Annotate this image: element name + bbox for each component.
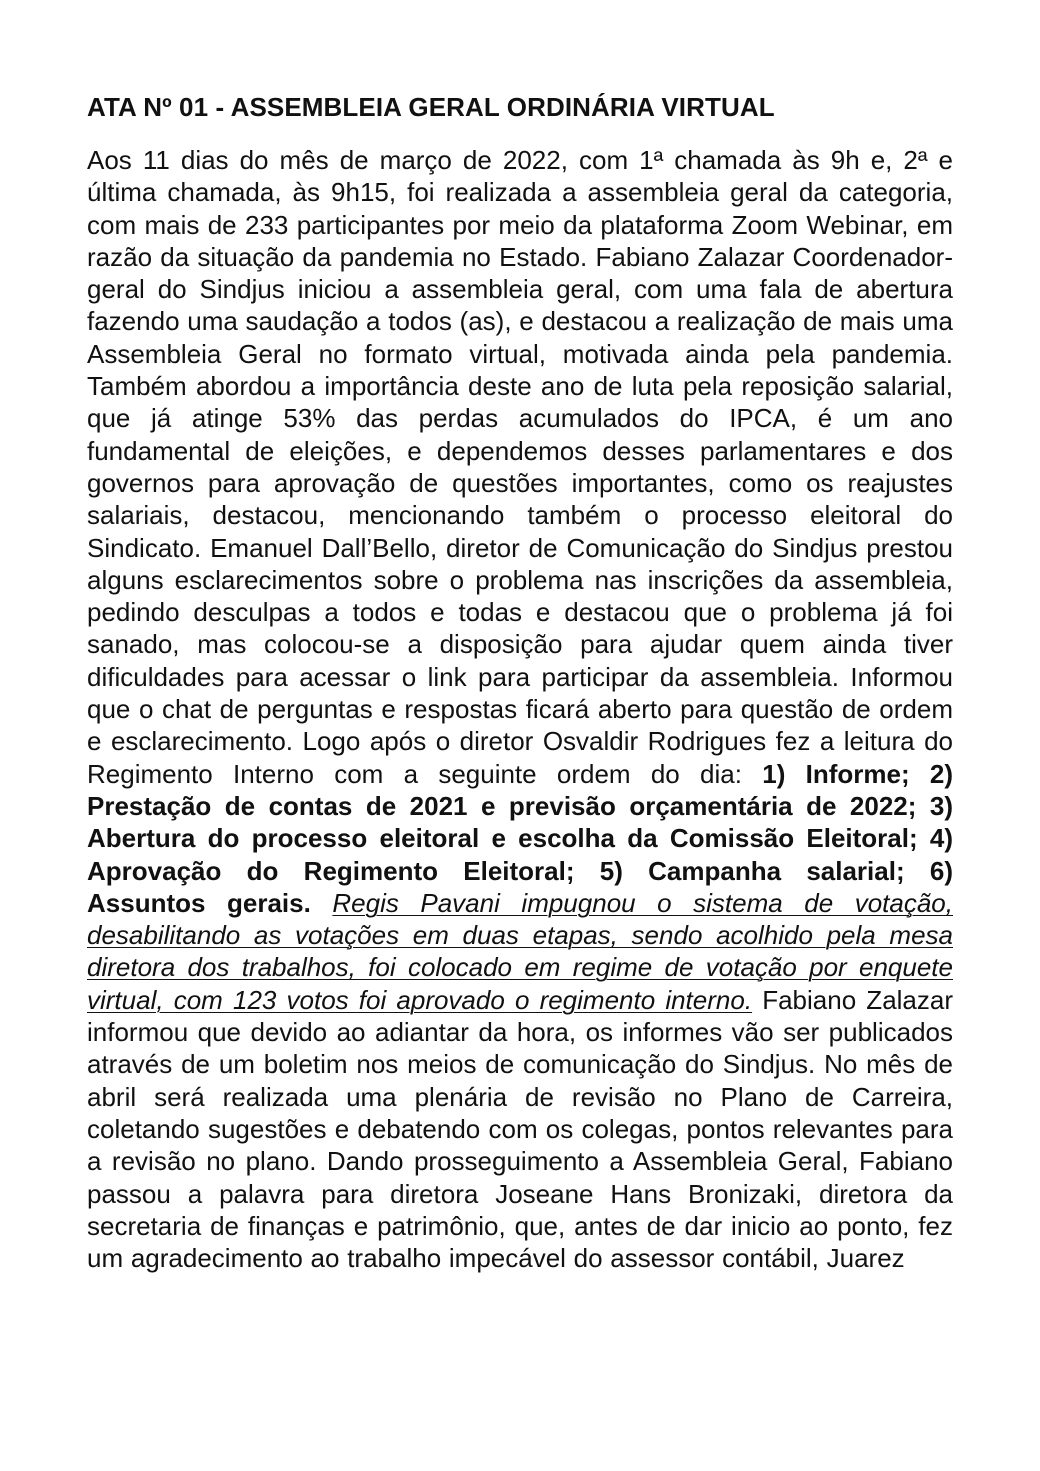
text-space (311, 888, 333, 918)
agenda-items: 1) Informe; 2) Prestação de contas de 2021 e previsão orçamentária de 2022; 3) Abertura do processo eleitoral e escolha da Comissão Eleitoral; 4) Aprovação do Regimento Eleitoral; 5) Campanha salarial; 6) Assuntos gerais. (87, 758, 954, 918)
highlighted-vote-note: Regis Pavani impugnou o sistema de votação, desabilitando as votações em duas etapas, sendo acolhido pela mesa diretora dos trabalhos, foi colocado em regime de votação por enquete virtual, com 123 votos foi aprovado o regimento interno. (87, 887, 953, 1015)
document-page (87, 88, 953, 1274)
minutes-paragraph (87, 144, 953, 1274)
minutes-text-continuation: Fabiano Zalazar informou que devido ao adiantar da hora, os informes vão ser publicados através de um boletim nos meios de comunicação do Sindjus. No mês de abril será realizada uma plenária de revisão no Plano de Carreira, coletando sugestões e debatendo com os colegas, pontos relevantes para a revisão no plano. Dando prosseguimento a Assembleia Geral, Fabiano passou a palavra para diretora Joseane Hans Bronizaki, diretora da secretaria de finanças e patrimônio, que, antes de dar inicio ao ponto, fez um agradecimento ao trabalho impecável do assessor contábil, Juarez (87, 984, 954, 1274)
document-title: ATA Nº 01 - ASSEMBLEIA GERAL ORDINÁRIA VIRTUAL (87, 92, 775, 122)
minutes-text-opening: Aos 11 dias do mês de março de 2022, com 1ª chamada às 9h e, 2ª e última chamada, às 9h15, foi realizada a assembleia geral da categoria, com mais de 233 participantes por meio da plataforma Zoom Webinar, em razão da situação da pandemia no Estado. Fabiano Zalazar Coordenador-geral do Sindjus iniciou a assembleia geral, com uma fala de abertura fazendo uma saudação a todos (as), e destacou a realização de mais uma Assembleia Geral no formato virtual, motivada ainda pela pandemia. Também abordou a importância deste ano de luta pela reposição salarial, que já atinge 53% das perdas acumulados do IPCA, é um ano fundamental de eleições, e dependemos desses parlamentares e dos governos para aprovação de questões importantes, como os reajustes salariais, destacou, mencionando também o processo eleitoral do Sindicato. Emanuel Dall’Bello, diretor de Comunicação do Sindjus prestou alguns esclarecimentos sobre o problema nas inscrições da assembleia, pedindo desculpas a todos e todas e destacou que o problema já foi sanado, mas colocou-se a disposição para ajudar quem ainda tiver dificuldades para acessar o link para participar da assembleia. Informou que o chat de perguntas e respostas ficará aberto para questão de ordem e esclarecimento. Logo após o diretor Osvaldir Rodrigues fez a leitura do Regimento Interno com a seguinte ordem do dia: (87, 145, 953, 789)
